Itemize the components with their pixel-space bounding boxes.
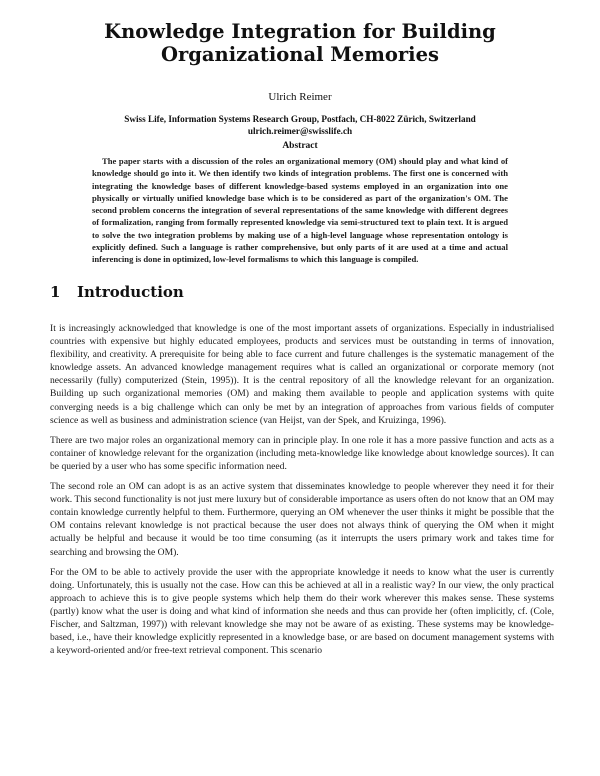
paper-title: Knowledge Integration for Building Organizational Memories [104, 20, 496, 66]
author-email: ulrich.reimer@swisslife.ch [247, 125, 353, 136]
author-name: Ulrich Reimer [268, 91, 332, 103]
section-body [50, 322, 554, 664]
section-number: 1 [50, 283, 61, 301]
paragraph: It is increasingly acknowledged that knowledge is one of the most important assets of organizations. Especially in industrialised countries with expensive but highly educated employees, products and services must be outstanding in terms of innovation, flexibility, and creativity. A prerequisite for being able to face current and future challenges is the systematic management of the knowledge assets. An advanced knowledge management requires what is called an organizational or corporate memory (not necessarily (fully) computerized (Stein, 1995)). It is the central repository of all the knowledge relevant for an organization. Building up such organizational memories (OM) and making them available to people and application systems with quite converging needs is a big challenge which can only be met by an integration of approaches from various fields of computer science as well as business and administration science (van Heijst, van der Spek, and Kruizinga, 1996). [50, 323, 554, 426]
paragraph: The second role an OM can adopt is as an active system that disseminates knowledge to people wherever they need it for their work. This second functionality is not just mere luxury but of considerable importance as users often do not know that an OM may contain knowledge currently helpful to them. Furthermore, querying an OM whenever the user thinks it might be possible that the OM contains relevant knowledge is not practical because the user does not always think of querying the OM when it might actually be helpful and because it would be too time consuming (as it interrupts the users primary work and takes time for searching and browsing the OM). [50, 481, 554, 558]
paragraph: There are two major roles an organizational memory can in principle play. In one role it has a more passive function and acts as a container of knowledge relevant for the organization (including meta-knowledge like knowledge about knowledge sources). It can be queried by a user who has some specific information need. [50, 434, 554, 472]
author-affiliation-block [0, 114, 600, 137]
section-heading [50, 283, 550, 301]
section-title: Introduction [77, 283, 184, 301]
paragraph: For the OM to be able to actively provide the user with the appropriate knowledge it needs to know what the user is currently doing. Unfortunately, this is usually not the case. How can this be achieved at all in a realistic way? In our view, the only practical approach to achieve this is to give people systems which help them do their work wherever this makes sense. These systems (partly) know what the user is doing and what kind of information she needs and thus can provide her (often implicitly, cf. (Cole, Fischer, and Saltzman, 1997)) with relevant knowledge she may not be aware of as existing. These systems may be knowledge-based, i.e., have their knowledge explicitly represented in a knowledge base, or are based on document management systems with a keyword-oriented and/or free-text retrieval component. This scenario [50, 566, 554, 657]
affiliation: Swiss Life, Information Systems Research Group, Postfach, CH-8022 Zürich, Switzerland [124, 114, 476, 124]
abstract-heading: Abstract [282, 141, 318, 151]
abstract-text: The paper starts with a discussion of the roles an organizational memory (OM) should play and what kind of knowledge should go into it. We then identify two kinds of integration problems. The first one is concerned with integrating the knowledge bases of different knowledge-based systems employed in an organization into one physically or virtually unified knowledge base which is to be considered as part of the organization's OM. The second problem concerns the integration of several representations of the same knowledge with different degrees of formalization, ranging from formally represented knowledge via semi-structured text to plain text. It is argued to solve the two integration problems by making use of a high-level language whose representation ontology is explicitly defined. Such a language is rather comprehensive, but only parts of it are used at a time and actual inferencing is done in optimized, low-level formalisms to which this language is compiled. [92, 156, 508, 265]
